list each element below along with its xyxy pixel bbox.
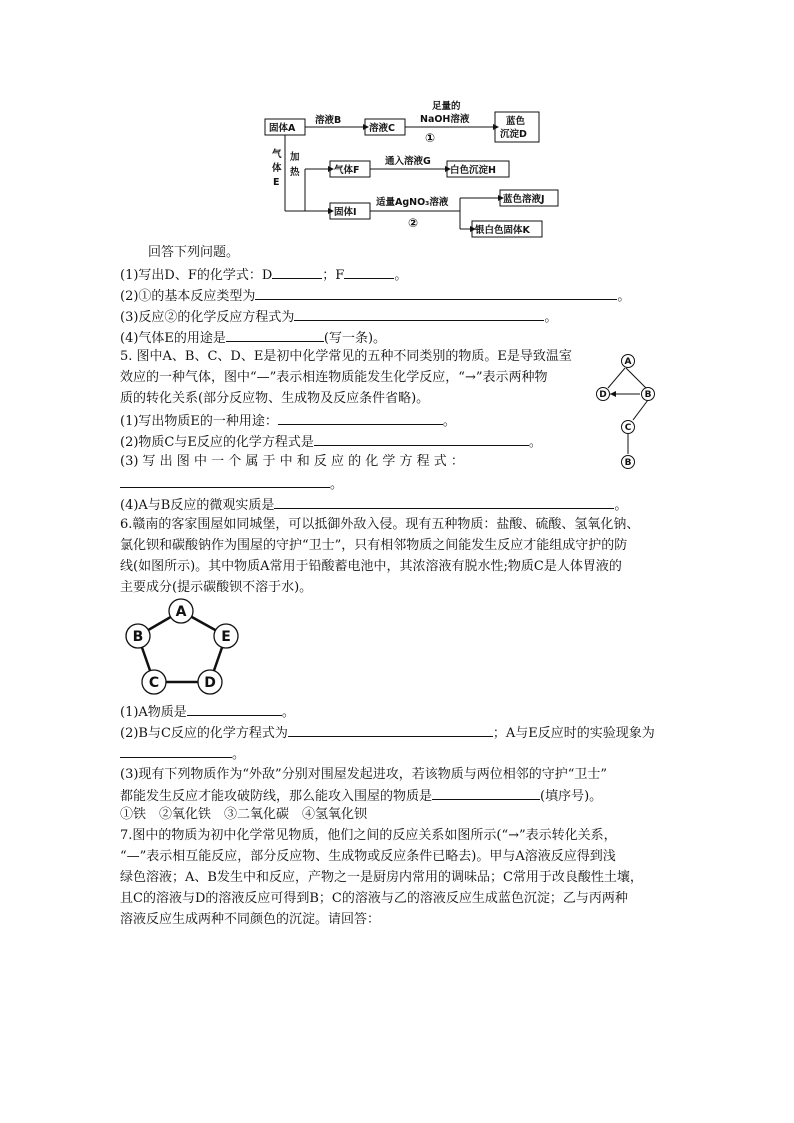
q6-options: ①铁 ②氧化铁 ③二氧化碳 ④氢氧化钡 [120, 807, 368, 822]
q7-stem-5: 溶液反应生成两种不同颜色的沉淀。请回答： [120, 912, 381, 927]
arrow-head [610, 391, 616, 397]
q5-relation-diagram [590, 350, 650, 475]
box-d-label-1: 蓝色 [506, 116, 526, 127]
answer-blank[interactable] [120, 744, 232, 758]
q6-stem-2: 氯化钡和碳酸钠作为围屋的守护“卫士”，只有相邻物质之间能发生反应才能组成守护的防 [120, 538, 628, 553]
box-j-label: 蓝色溶液J [503, 194, 545, 205]
box-c-label: 溶液C [369, 123, 395, 134]
q6-part3-line1: (3)现有下列物质作为“外敌”分别对围屋发起进攻，若该物质与两位相邻的守护“卫士” [120, 767, 607, 782]
q6-pentagon-diagram [118, 598, 248, 698]
svg-text:D: D [599, 390, 607, 400]
label-heat-1: 加 [290, 152, 300, 163]
answer-blank[interactable] [344, 265, 394, 279]
q5-part3-answer: 。 [120, 474, 343, 494]
box-k-label: 银白色固体K [475, 225, 530, 236]
q7-stem-2: “—”表示相互能反应，部分反应物、生成物或反应条件已略去)。甲与A溶液反应得到浅 [120, 849, 616, 864]
box-a-label: 固体A [269, 123, 296, 134]
label-naoh-2: NaOH溶液 [420, 114, 470, 125]
svg-text:D: D [204, 675, 216, 691]
svg-text:B: B [132, 629, 144, 645]
box-i-label: 固体I [334, 207, 357, 218]
label-naoh-1: 足量的 [432, 101, 461, 112]
svg-text:C: C [148, 675, 160, 691]
label-agno3: 适量AgNO₃溶液 [376, 197, 449, 208]
label-reaction-1: ① [425, 131, 436, 145]
q6-part3-line2: 都能发生反应才能攻破防线，那么能攻入围屋的物质是 (填序号)。 [120, 786, 602, 806]
q5-part1: (1)写出物质E的一种用途： 。 [120, 411, 456, 431]
svg-text:B: B [624, 458, 632, 468]
q4-intro: 回答下列问题。 [148, 245, 240, 260]
label-heat-2: 热 [290, 167, 300, 178]
answer-blank[interactable] [274, 495, 614, 509]
q7-stem-3: 绿色溶液；A、B发生中和反应，产物之一是厨房内常用的调味品；C常用于改良酸性土壤， [120, 870, 643, 885]
svg-text:C: C [624, 423, 632, 433]
answer-blank[interactable] [294, 307, 544, 321]
edge-a-d [608, 368, 625, 388]
label-solution-b: 溶液B [315, 115, 342, 126]
q7-stem-1: 7.图中的物质为初中化学常见物质，他们之间的反应关系如图所示(“→”表示转化关系， [120, 828, 617, 843]
svg-text:A: A [624, 357, 632, 367]
answer-blank[interactable] [255, 286, 617, 300]
answer-blank[interactable] [432, 786, 540, 800]
q4-part3: (3)反应②的化学反应方程式为 。 [120, 307, 557, 327]
answer-blank[interactable] [288, 723, 493, 737]
label-gas-e-2: 体 [272, 163, 282, 174]
answer-blank[interactable] [278, 411, 443, 425]
q6-stem-4: 主要成分(提示碳酸钡不溶于水)。 [120, 580, 313, 595]
answer-blank[interactable] [226, 328, 324, 342]
q5-part2: (2)物质C与E反应的化学方程式是 。 [120, 432, 542, 452]
svg-text:E: E [221, 629, 231, 645]
label-reaction-2: ② [408, 216, 419, 230]
box-h-label: 白色沉淀H [450, 165, 496, 176]
q6-part1: (1)A物质是 。 [120, 702, 295, 722]
answer-blank[interactable] [120, 474, 330, 488]
flow-diagram [250, 95, 580, 245]
q5-stem-1: 5. 图中A、B、C、D、E是初中化学常见的五种不同类别的物质。E是导致温室 [120, 349, 572, 364]
svg-text:B: B [644, 390, 652, 400]
q6-stem-1: 6.赣南的客家围屋如同城堡，可以抵御外敌入侵。现有五种物质：盐酸、硫酸、氢氧化钠、 [120, 517, 640, 532]
svg-text:A: A [175, 604, 187, 620]
q5-part3: (3) 写 出 图 中 一 个 属 于 中 和 反 应 的 化 学 方 程 式 ： [120, 454, 464, 469]
label-gas-e-3: E [273, 177, 280, 188]
edge-a-b [626, 368, 648, 390]
label-gas-e-1: 气 [272, 149, 282, 160]
box-d-label-2: 沉淀D [500, 129, 527, 140]
q4-part2: (2)①的基本反应类型为 。 [120, 286, 630, 306]
answer-blank[interactable] [272, 265, 322, 279]
q6-part2: (2)B与C反应的化学方程式为 ；A与E反应时的实验现象为 [120, 723, 655, 743]
q4-part4: (4)气体E的用途是 (写一条)。 [120, 328, 386, 348]
q7-stem-4: 且C的溶液与D的溶液反应可得到B；C的溶液与乙的溶液反应生成蓝色沉淀；乙与丙两种 [120, 891, 628, 906]
box-f-label: 气体F [334, 165, 360, 176]
answer-blank[interactable] [314, 432, 529, 446]
q6-stem-3: 线(如图所示)。其中物质A常用于铅酸蓄电池中，其浓溶液有脱水性;物质C是人体胃液的 [120, 559, 622, 574]
q5-stem-3: 质的转化关系(部分反应物、生成物及反应条件省略)。 [120, 391, 430, 406]
q6-part2-answer: 。 [120, 744, 245, 764]
q4-part1: (1)写出D、F的化学式：D ；F 。 [120, 265, 407, 285]
q5-part4: (4)A与B反应的微观实质是 。 [120, 495, 627, 515]
answer-blank[interactable] [187, 702, 282, 716]
label-solution-g: 通入溶液G [385, 156, 431, 167]
edge-b-c [633, 400, 648, 420]
q5-stem-2: 效应的一种气体，图中“—”表示相连物质能发生化学反应，“→”表示两种物 [120, 370, 548, 385]
